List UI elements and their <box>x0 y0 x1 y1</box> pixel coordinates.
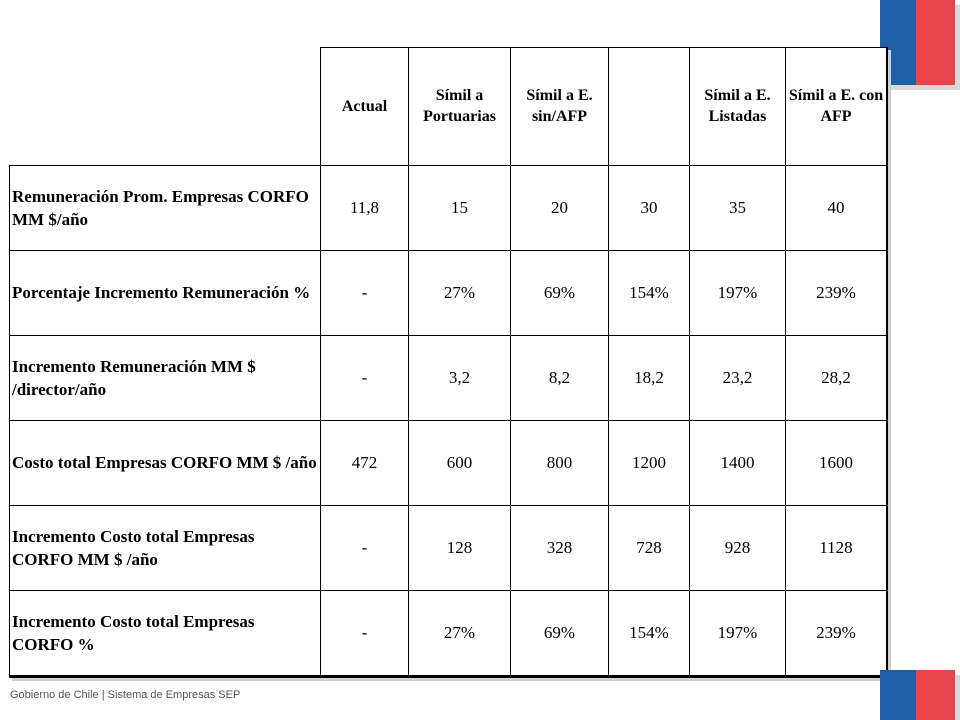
table-cell: 35 <box>690 165 786 250</box>
table-cell: 11,8 <box>321 165 409 250</box>
table-cell: 30 <box>609 165 690 250</box>
table-cell: 239% <box>786 250 887 335</box>
row-label: Incremento Costo total Empresas CORFO MM $ /año <box>10 505 321 590</box>
table-cell: 3,2 <box>409 335 511 420</box>
table-cell: 69% <box>511 590 609 675</box>
table-cell: 40 <box>786 165 887 250</box>
table-cell: 28,2 <box>786 335 887 420</box>
flag-decoration-bottom <box>880 670 960 720</box>
table-cell: 472 <box>321 420 409 505</box>
row-label: Incremento Remuneración MM $ /director/año <box>10 335 321 420</box>
row-label: Remuneración Prom. Empresas CORFO MM $/año <box>10 165 321 250</box>
table-cell: 20 <box>511 165 609 250</box>
table-row <box>10 505 887 590</box>
column-header: Símil a E. sin/AFP <box>511 48 609 166</box>
column-header: Símil a E. con AFP <box>786 48 887 166</box>
table-cell: 154% <box>609 590 690 675</box>
table-cell: 800 <box>511 420 609 505</box>
table-cell: 1600 <box>786 420 887 505</box>
footer-text: Gobierno de Chile | Sistema de Empresas SEP <box>10 689 241 701</box>
column-header: Símil a E. Listadas <box>690 48 786 166</box>
table-cell: 18,2 <box>609 335 690 420</box>
table-row <box>10 590 887 675</box>
table-cell: 928 <box>690 505 786 590</box>
table-cell: 197% <box>690 250 786 335</box>
table-cell: - <box>321 505 409 590</box>
row-label: Costo total Empresas CORFO MM $ /año <box>10 420 321 505</box>
table-cell: - <box>321 250 409 335</box>
table-row <box>10 165 887 250</box>
column-header: Símil a Portuarias <box>409 48 511 166</box>
table-row <box>10 420 887 505</box>
flag-decoration-top <box>880 0 960 90</box>
table-cell: - <box>321 335 409 420</box>
table-cell: 27% <box>409 250 511 335</box>
table-row <box>10 250 887 335</box>
table-cell: 600 <box>409 420 511 505</box>
table-cell: 1400 <box>690 420 786 505</box>
table-cell: 239% <box>786 590 887 675</box>
table-cell: 128 <box>409 505 511 590</box>
row-label: Porcentaje Incremento Remuneración % <box>10 250 321 335</box>
table-cell: 197% <box>690 590 786 675</box>
column-header: Actual <box>321 48 409 166</box>
table-cell: 23,2 <box>690 335 786 420</box>
table-cell: 8,2 <box>511 335 609 420</box>
comparison-table <box>9 47 888 678</box>
table-row <box>10 335 887 420</box>
column-header <box>609 48 690 166</box>
header-corner-cell <box>10 48 321 166</box>
table-cell: 69% <box>511 250 609 335</box>
table-cell: 328 <box>511 505 609 590</box>
table-cell: - <box>321 590 409 675</box>
table-cell: 1128 <box>786 505 887 590</box>
table-cell: 728 <box>609 505 690 590</box>
row-label: Incremento Costo total Empresas CORFO % <box>10 590 321 675</box>
table-cell: 15 <box>409 165 511 250</box>
table-cell: 1200 <box>609 420 690 505</box>
table-header-row <box>10 48 887 166</box>
table-cell: 27% <box>409 590 511 675</box>
table-cell: 154% <box>609 250 690 335</box>
